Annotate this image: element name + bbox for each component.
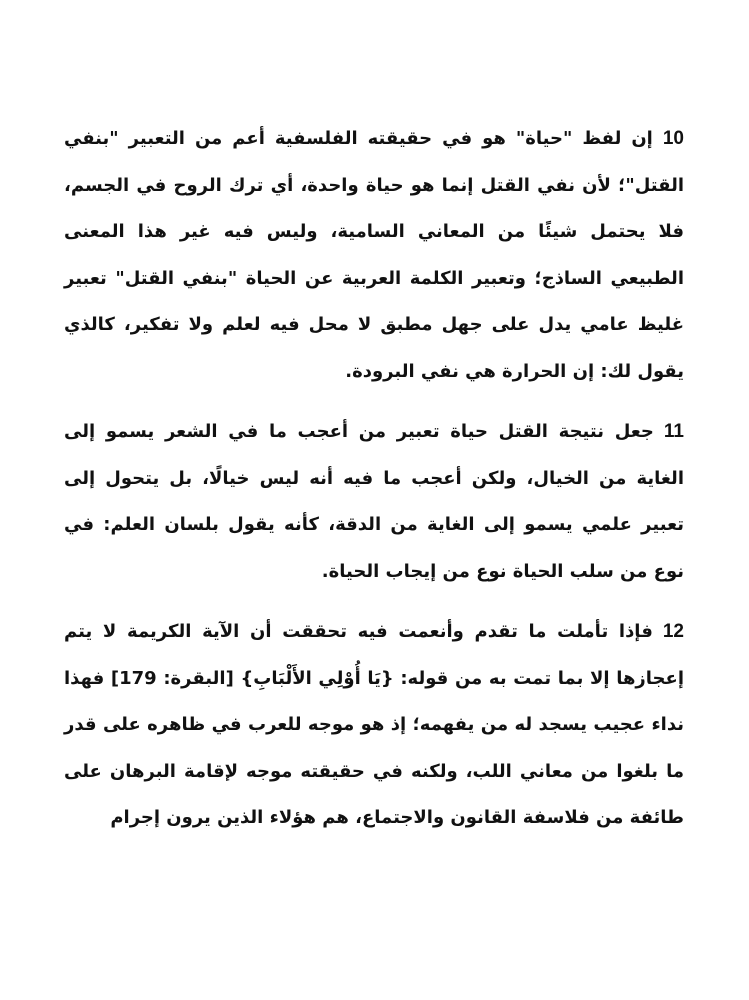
paragraph-text: جعل نتيجة القتل حياة تعبير من أعجب ما في الشعر يسمو إلى الغاية من الخيال، ولكن أعجب ما فيه أنه ليس خيالًا، بل يتحول إلى تعبير علمي يسمو إلى الغاية من الدقة، كأنه يقول بلسان العلم: في نوع من سلب الحياة نوع من إيجاب الحياة. bbox=[64, 421, 684, 582]
paragraph-number: 11 bbox=[663, 421, 684, 442]
document-page bbox=[64, 116, 684, 856]
paragraph-text: فإذا تأملت ما تقدم وأنعمت فيه تحققت أن الآية الكريمة لا يتم إعجازها إلا بما تمت به من قوله: {يَا أُوْلِي الأَلْبَابِ} [البقرة: 179] فهذا نداء عجيب يسجد له من يفهمه؛ إذ هو موجه للعرب في ظاهره على قدر ما بلغوا من معاني اللب، ولكنه في حقيقته موجه لإقامة البرهان على طائفة من فلاسفة القانون والاجتماع، هم هؤلاء الذين يرون إجرام bbox=[64, 621, 684, 828]
paragraph-12 bbox=[64, 609, 684, 842]
paragraph-text: إن لفظ "حياة" هو في حقيقته الفلسفية أعم من التعبير "بنفي القتل"؛ لأن نفي القتل إنما هو حياة واحدة، أي ترك الروح في الجسم، فلا يحتمل شيئًا من المعاني السامية، وليس فيه غير هذا المعنى الطبيعي الساذج؛ وتعبير الكلمة العربية عن الحياة "بنفي القتل" تعبير غليظ عامي يدل على جهل مطبق لا محل فيه لعلم ولا تفكير، كالذي يقول لك: إن الحرارة هي نفي البرودة. bbox=[64, 128, 684, 382]
paragraph-number: 10 bbox=[662, 128, 684, 149]
paragraph-11 bbox=[64, 409, 684, 595]
paragraph-number: 12 bbox=[662, 621, 684, 642]
paragraph-10 bbox=[64, 116, 684, 395]
